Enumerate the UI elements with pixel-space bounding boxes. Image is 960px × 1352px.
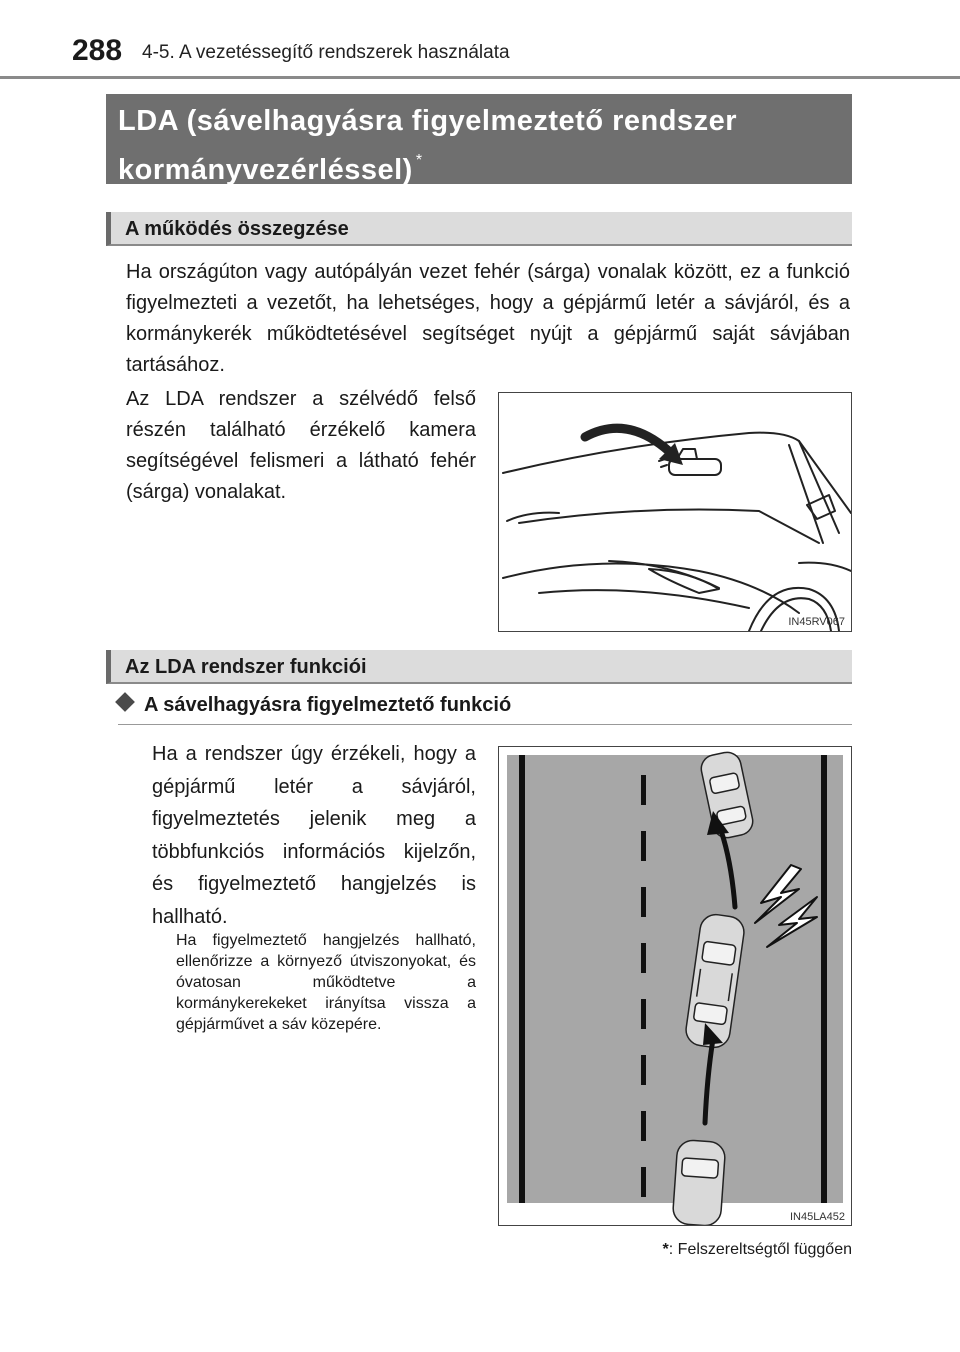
footnote-text: : Felszereltségtől függően bbox=[668, 1241, 852, 1258]
windshield-camera-illustration bbox=[499, 393, 851, 631]
subheading bbox=[118, 694, 511, 717]
title-line-2-text: kormányvezérléssel) bbox=[118, 154, 413, 186]
figure-id-camera: IN45RV067 bbox=[788, 616, 845, 628]
page-number: 288 bbox=[72, 34, 123, 67]
chapter-title: 4-5. A vezetéssegítő rendszerek használata bbox=[142, 42, 510, 63]
section-heading-summary: A működés összegzése bbox=[106, 212, 852, 246]
section-title bbox=[106, 94, 852, 184]
figure-id-lane: IN45LA452 bbox=[789, 1211, 845, 1223]
title-line-1: LDA (sávelhagyásra figyelmeztető rendszer bbox=[118, 105, 737, 137]
camera-figure bbox=[498, 392, 852, 632]
title-line-2 bbox=[118, 141, 840, 190]
footnote bbox=[663, 1241, 852, 1259]
instruction-paragraph: Ha figyelmeztető hangjelzés hallható, ellenőrizze a környező útviszonyokat, és óvatosan működtetve a kormánykerekeket irányítsa vissza a gépjárművet a sáv közepére. bbox=[176, 932, 476, 1033]
footnote-marker: * bbox=[662, 1241, 669, 1258]
section-heading-functions: Az LDA rendszer funkciói bbox=[106, 650, 852, 684]
header-divider bbox=[0, 76, 960, 79]
summary-paragraph: Ha országúton vagy autópályán vezet fehér (sárga) vonalak között, ez a funkció figyelmezteti a vezetőt, ha lehetséges, hogy a gépjármű letér a sávjáról, és a kormánykerék működtetésével segítséget nyújt a gépjármű saját sávjában tartásához. bbox=[126, 261, 850, 376]
diamond-bullet-icon bbox=[115, 692, 135, 712]
title-marker: * bbox=[415, 152, 423, 169]
lane-departure-illustration bbox=[499, 747, 851, 1225]
subheading-text: A sávelhagyásra figyelmeztető funkció bbox=[144, 694, 512, 716]
lane-departure-figure bbox=[498, 746, 852, 1226]
camera-paragraph: Az LDA rendszer a szélvédő felső részén található érzékelő kamera segítségével felismeri a látható fehér (sárga) vonalakat. bbox=[126, 388, 476, 503]
warning-paragraph: Ha a rendszer úgy érzékeli, hogy a gépjármű letér a sávjáról, figyelmeztetés jelenik meg a többfunkciós információs kijelzőn, és figyelmeztető hangjelzés is hallható. bbox=[152, 743, 476, 928]
subheading-divider bbox=[118, 724, 852, 725]
